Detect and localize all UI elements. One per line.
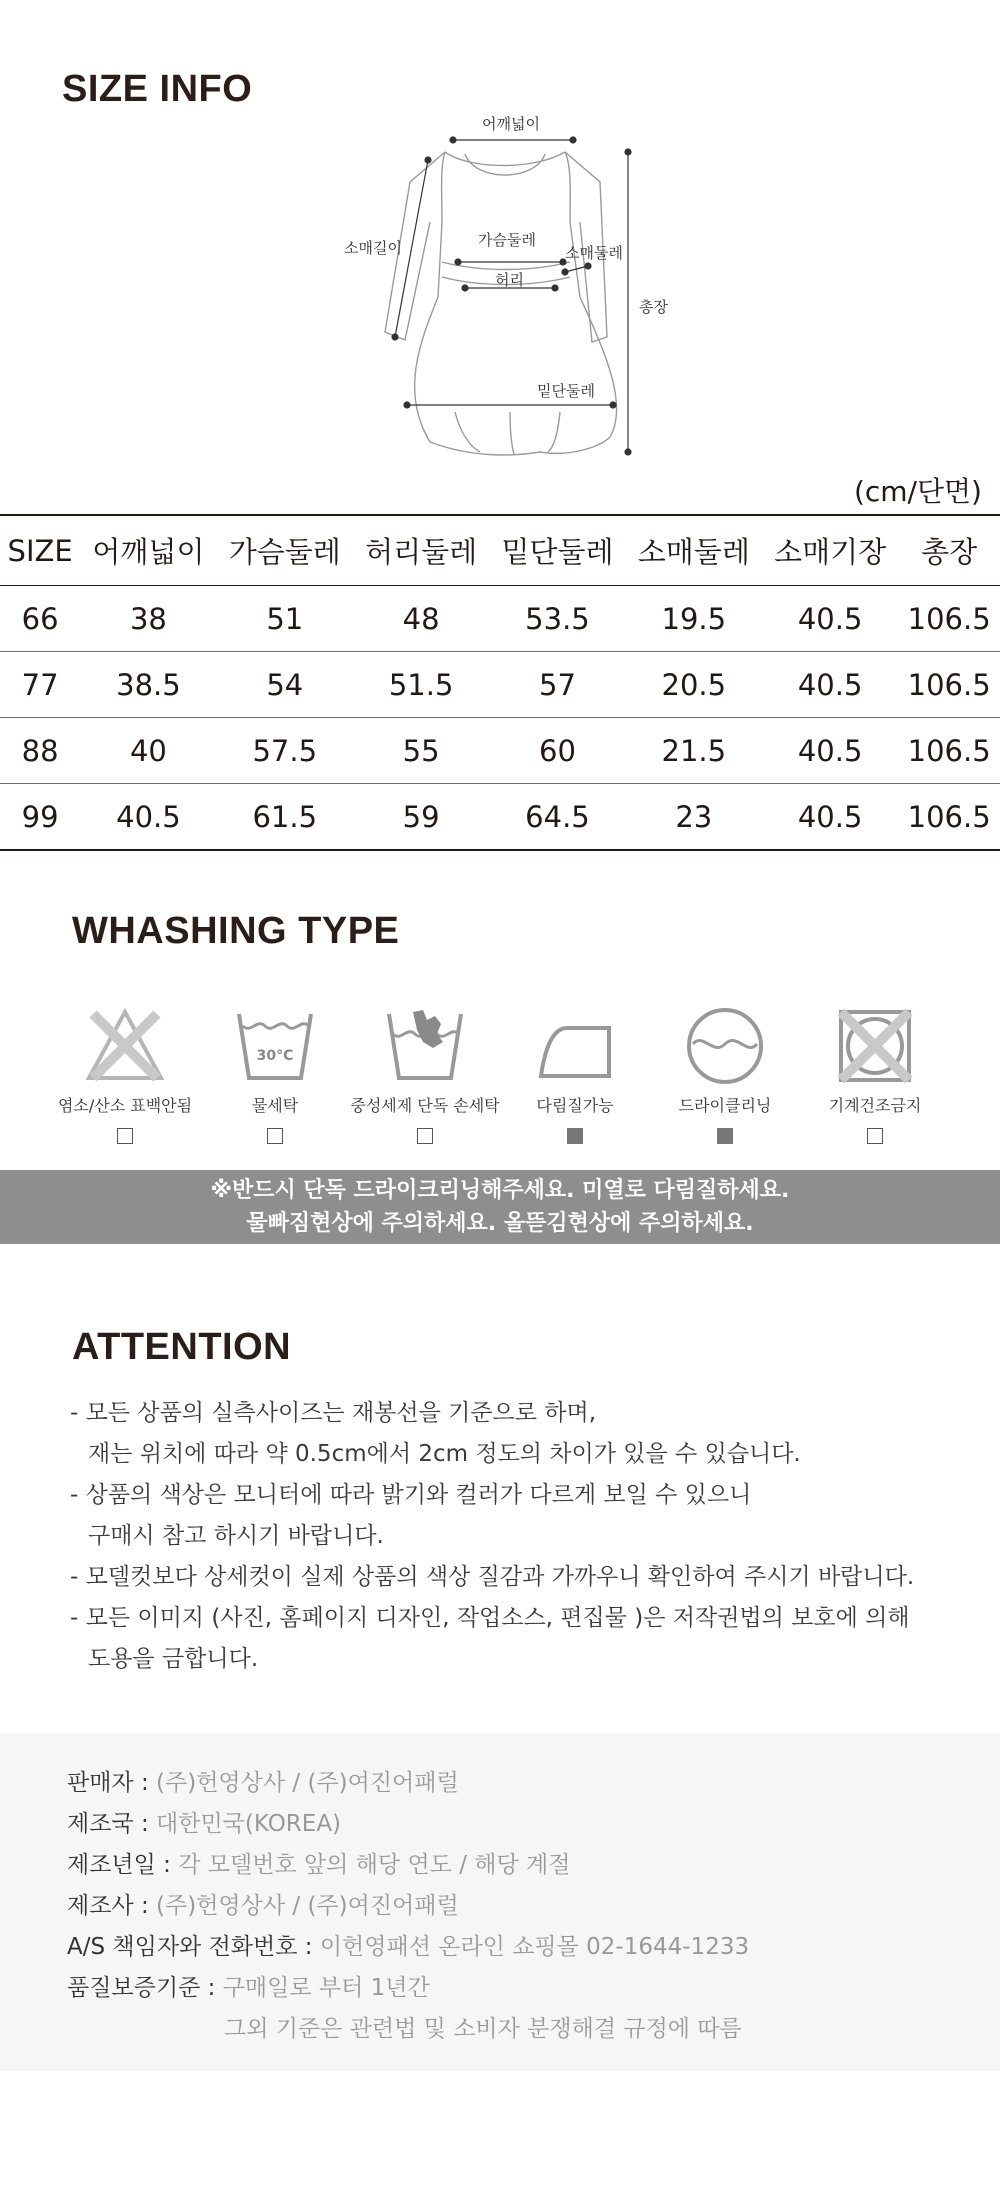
header-sleeve-width: 소매둘레: [626, 515, 762, 586]
header-chest: 가슴둘레: [217, 515, 353, 586]
info-label: 제조국 :: [67, 1811, 157, 1837]
checkbox: [567, 1128, 583, 1144]
info-row-warranty: [67, 1968, 749, 2009]
notice-line: ※반드시 단독 드라이크리닝해주세요. 미열로 다림질하세요.: [210, 1178, 790, 1203]
no-tumble-dry-icon: [833, 1004, 917, 1088]
wash-30-icon: [233, 1004, 317, 1088]
table-cell: 40: [80, 718, 216, 784]
table-row: [0, 718, 1000, 784]
table-cell: 64.5: [489, 784, 625, 851]
table-cell: 61.5: [217, 784, 353, 851]
checkbox: [717, 1128, 733, 1144]
attention-line: 구매시 참고 하시기 바랍니다.: [88, 1523, 384, 1549]
attention-line: - 모든 상품의 실측사이즈는 재봉선을 기준으로 하며,: [70, 1400, 597, 1426]
header-sleeve-length: 소매기장: [762, 515, 898, 586]
table-cell: 21.5: [626, 718, 762, 784]
info-value: 구매일로 부터 1년간: [222, 1975, 430, 2001]
table-cell: 106.5: [898, 784, 1000, 851]
shoulder-label: 어깨넓이: [482, 115, 540, 133]
info-row-as: [67, 1927, 749, 1968]
hand-wash-icon: [383, 1004, 467, 1088]
table-cell: 48: [353, 586, 489, 652]
info-label: A/S 책임자와 전화번호 :: [67, 1934, 320, 1960]
checkbox: [267, 1128, 283, 1144]
attention-line: 도용을 금합니다.: [88, 1646, 259, 1672]
wash-item-no-bleach: [50, 1004, 200, 1154]
table-cell: 51.5: [353, 652, 489, 718]
table-cell: 38.5: [80, 652, 216, 718]
notice-line: 물빠짐현상에 주의하세요. 올뜯김현상에 주의하세요.: [246, 1211, 754, 1236]
wash-item-hand-wash: [350, 1004, 500, 1154]
sleeve-width-label: 소매둘레: [565, 244, 623, 262]
table-cell: 106.5: [898, 652, 1000, 718]
table-cell: 54: [217, 652, 353, 718]
no-bleach-icon: [83, 1004, 167, 1088]
iron-icon: [533, 1004, 617, 1088]
size-info-title: SIZE INFO: [62, 68, 253, 110]
washing-notice: [0, 1170, 1000, 1244]
attention-line: - 모델컷보다 상세컷이 실제 상품의 색상 질감과 가까우니 확인하여 주시기 바랍니다.: [70, 1564, 915, 1590]
table-cell: 60: [489, 718, 625, 784]
wash-label: 염소/산소 표백안됨: [57, 1096, 193, 1115]
header-hem: 밑단둘레: [489, 515, 625, 586]
table-cell: 51: [217, 586, 353, 652]
table-cell: 19.5: [626, 586, 762, 652]
table-cell: 23: [626, 784, 762, 851]
chest-label: 가슴둘레: [478, 231, 536, 249]
info-row-country: [67, 1804, 749, 1845]
wash-item-water-wash: [200, 1004, 350, 1154]
product-info: [67, 1763, 749, 2050]
table-cell: 88: [0, 718, 80, 784]
info-row-maker: [67, 1886, 749, 1927]
header-size: SIZE: [0, 515, 80, 586]
table-cell: 38: [80, 586, 216, 652]
dry-clean-icon: [683, 1004, 767, 1088]
info-value: 각 모델번호 앞의 해당 연도 / 해당 계절: [178, 1852, 571, 1878]
table-cell: 106.5: [898, 718, 1000, 784]
table-cell: 99: [0, 784, 80, 851]
wash-item-no-tumble-dry: [800, 1004, 950, 1154]
attention-line: - 상품의 색상은 모니터에 따라 밝기와 컬러가 다르게 보일 수 있으니: [70, 1482, 752, 1508]
wash-item-dry-clean: [650, 1004, 800, 1154]
table-cell: 57.5: [217, 718, 353, 784]
checkbox: [117, 1128, 133, 1144]
header-shoulder: 어깨넓이: [80, 515, 216, 586]
table-cell: 55: [353, 718, 489, 784]
wash-label: 기계건조금지: [828, 1096, 922, 1115]
info-value: (주)헌영상사 / (주)여진어패럴: [156, 1893, 459, 1919]
table-cell: 77: [0, 652, 80, 718]
table-cell: 40.5: [762, 586, 898, 652]
total-length-label: 총장: [639, 298, 668, 316]
checkbox: [867, 1128, 883, 1144]
table-cell: 106.5: [898, 586, 1000, 652]
info-row-warranty-extra: 그외 기준은 관련법 및 소비자 분쟁해결 규정에 따름: [224, 2016, 742, 2042]
wash-label: 중성세제 단독 손세탁: [350, 1096, 500, 1115]
sleeve-length-label: 소매길이: [344, 239, 402, 257]
info-label: 판매자 :: [67, 1770, 157, 1796]
wash-temp: 30°C: [256, 1048, 294, 1064]
table-cell: 40.5: [762, 652, 898, 718]
info-label: 품질보증기준 :: [67, 1975, 223, 2001]
attention-list: [70, 1393, 970, 1680]
header-waist: 허리둘레: [353, 515, 489, 586]
dress-outline: [385, 152, 617, 455]
washing-title: WHASHING TYPE: [72, 910, 400, 952]
info-row-date: [67, 1845, 749, 1886]
size-table-header: [0, 515, 1000, 586]
wash-label: 드라이클리닝: [678, 1096, 772, 1115]
info-value: 이헌영패션 온라인 쇼핑몰 02-1644-1233: [319, 1934, 750, 1960]
table-cell: 59: [353, 784, 489, 851]
table-cell: 66: [0, 586, 80, 652]
table-cell: 40.5: [762, 784, 898, 851]
table-cell: 57: [489, 652, 625, 718]
table-row: [0, 784, 1000, 851]
wash-label: 물세탁: [251, 1096, 299, 1115]
table-row: [0, 586, 1000, 652]
hem-label: 밑단둘레: [537, 382, 595, 400]
waist-label: 허리: [495, 271, 524, 289]
attention-title: ATTENTION: [72, 1326, 292, 1368]
unit-label: (cm/단면): [853, 475, 982, 508]
dress-size-diagram: [330, 112, 690, 462]
table-cell: 40.5: [80, 784, 216, 851]
info-label: 제조년일 :: [67, 1852, 179, 1878]
washing-icons: [50, 1004, 950, 1154]
table-row: [0, 652, 1000, 718]
table-cell: 53.5: [489, 586, 625, 652]
wash-item-iron: [500, 1004, 650, 1154]
wash-label: 다림질가능: [536, 1096, 614, 1115]
info-row-seller: [67, 1763, 749, 1804]
table-cell: 40.5: [762, 718, 898, 784]
table-cell: 20.5: [626, 652, 762, 718]
info-value: 대한민국(KOREA): [156, 1811, 342, 1837]
attention-line: 재는 위치에 따라 약 0.5cm에서 2cm 정도의 차이가 있을 수 있습니다.: [88, 1441, 801, 1467]
header-total-length: 총장: [898, 515, 1000, 586]
size-table: [0, 514, 1000, 851]
info-value: (주)헌영상사 / (주)여진어패럴: [156, 1770, 459, 1796]
checkbox: [417, 1128, 433, 1144]
info-label: 제조사 :: [67, 1893, 157, 1919]
attention-line: - 모든 이미지 (사진, 홈페이지 디자인, 작업소스, 편집물 )은 저작권법의 보호에 의해: [70, 1605, 910, 1631]
